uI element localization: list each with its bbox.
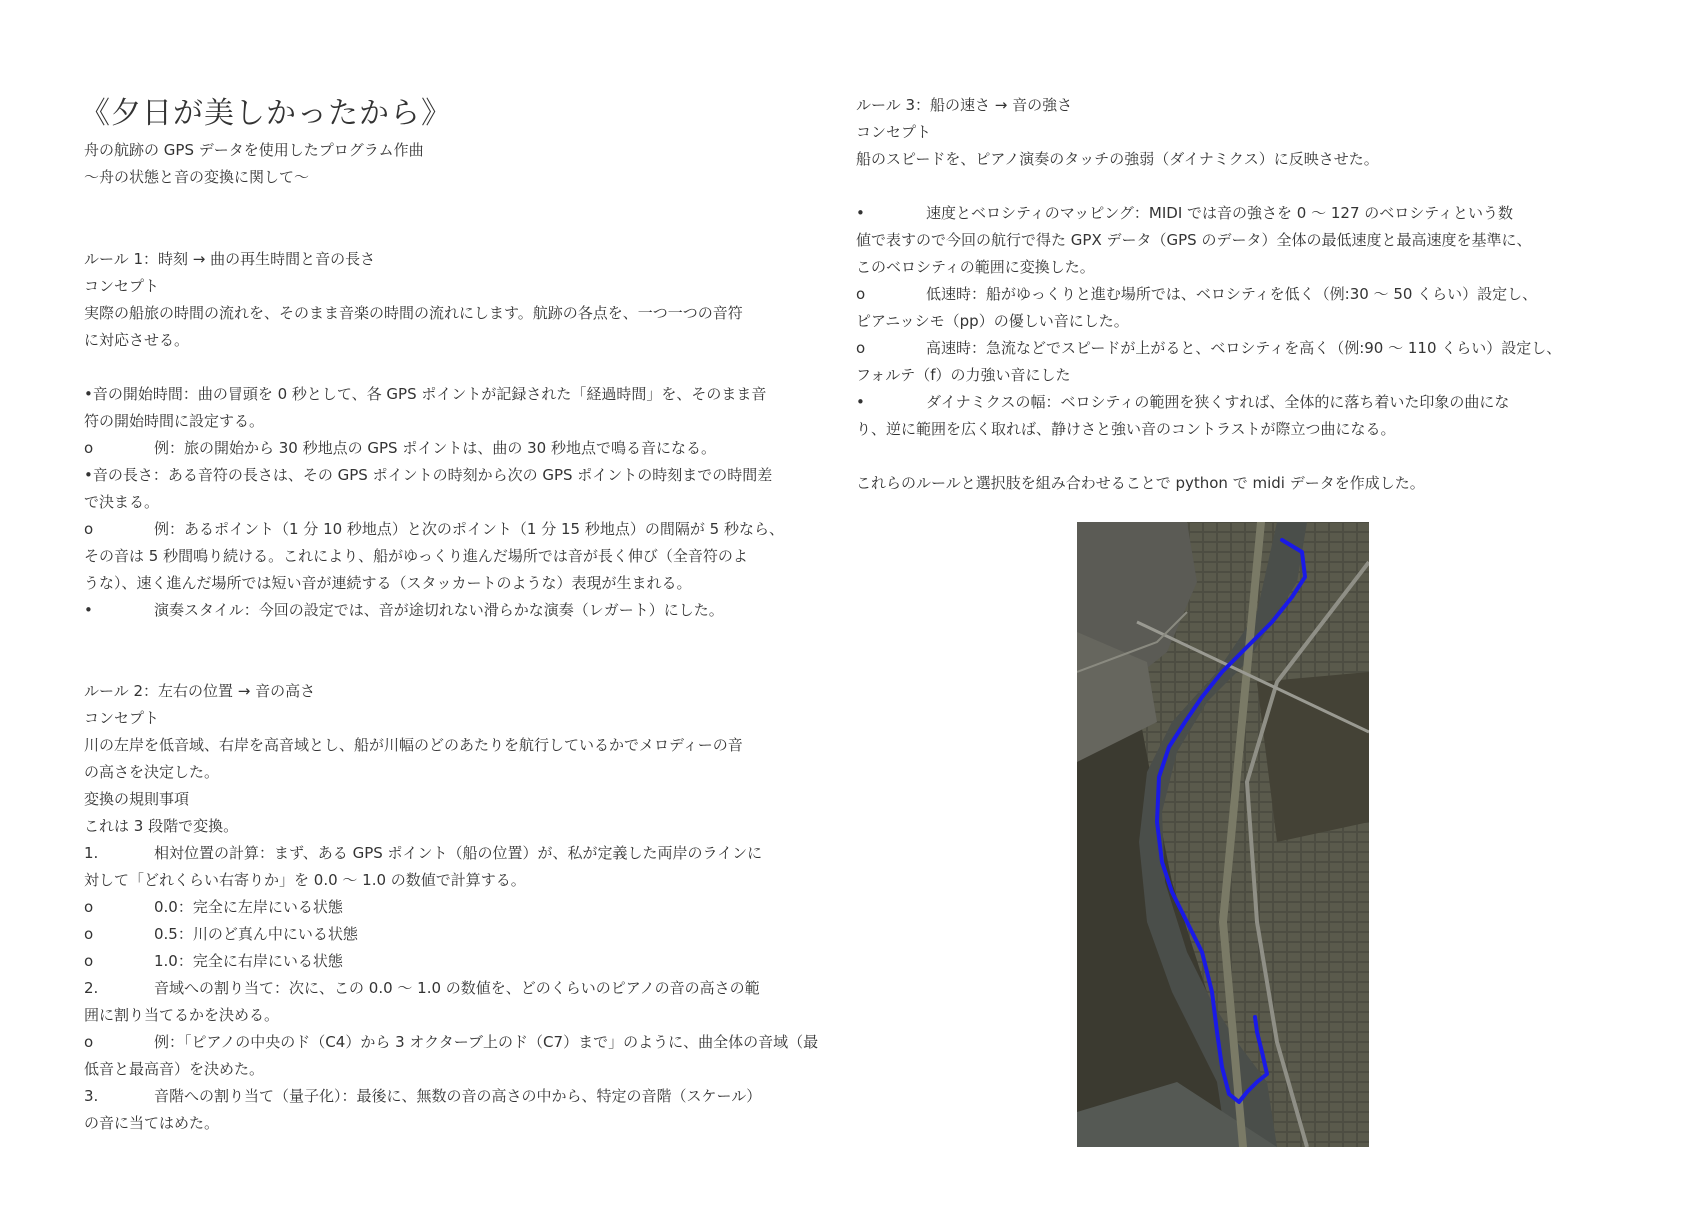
list-marker: 2.: [84, 979, 99, 997]
subtitle: 舟の航跡の GPS データを使用したプログラム作曲: [84, 141, 424, 159]
conclusion: これらのルールと選択肢を組み合わせることで python で midi データを作成した。: [856, 474, 1425, 492]
option-text: 0.5：川のど真ん中にいる状態: [154, 925, 358, 943]
page-title: 《夕日が美しかったから》: [80, 96, 452, 131]
list-marker: 1.: [84, 844, 99, 862]
rule3-heading: ルール 3：船の速さ → 音の強さ: [856, 96, 1073, 114]
rule2-concept-label: コンセプト: [84, 709, 160, 727]
list-marker: o: [84, 439, 94, 457]
rule1-bullet3: [84, 600, 724, 620]
rule2-rules-label: 変換の規則事項: [84, 790, 190, 808]
rule3-bullet2-line2: り、逆に範囲を広く取れば、静けさと強い音のコントラストが際立つ曲になる。: [856, 420, 1396, 438]
list-marker: •: [856, 393, 865, 411]
rule1-concept-line2: に対応させる。: [84, 331, 190, 349]
rule1-concept-label: コンセプト: [84, 277, 160, 295]
rule3-bullet2-line1: [856, 392, 1509, 412]
rule2-step1-line2: 対して「どれくらい右寄りか」を 0.0 〜 1.0 の数値で計算する。: [84, 871, 526, 889]
rule1-bullet2-example-line1: [84, 519, 784, 539]
step-text: 音域への割り当て：次に、この 0.0 〜 1.0 の数値を、どのくらいのピアノの音の高さの範: [154, 979, 760, 997]
list-marker: •: [856, 204, 865, 222]
rule2-step1-option3: [84, 951, 343, 971]
option-text: 高速時：急流などでスピードが上がると、ベロシティを高く（例:90 〜 110 くらい）設定し、: [926, 339, 1562, 357]
map-svg: [1077, 522, 1369, 1147]
rule1-bullet2-example-line2: その音は 5 秒間鳴り続ける。これにより、船がゆっくり進んだ場所では音が長く伸び（全音符のよ: [84, 547, 748, 565]
list-marker: 3.: [84, 1087, 99, 1105]
rule3-bullet1-line2: 値で表すので今回の航行で得た GPX データ（GPS のデータ）全体の最低速度と最高速度を基準に、: [856, 231, 1532, 249]
list-marker: o: [84, 925, 94, 943]
rule1-concept-line1: 実際の船旅の時間の流れを、そのまま音楽の時間の流れにします。航跡の各点を、一つ一つの音符: [84, 304, 743, 322]
subtitle-2: 〜舟の状態と音の変換に関して〜: [84, 168, 310, 186]
rule2-step1-option1: [84, 897, 343, 917]
rule2-step1-line1: [84, 843, 762, 863]
bullet-text: ダイナミクスの幅：ベロシティの範囲を狭くすれば、全体的に落ち着いた印象の曲にな: [926, 393, 1510, 411]
rule2-concept-line1: 川の左岸を低音域、右岸を高音域とし、船が川幅のどのあたりを航行しているかでメロディーの音: [84, 736, 743, 754]
list-marker: o: [84, 898, 94, 916]
step-text: 音階への割り当て（量子化）：最後に、無数の音の高さの中から、特定の音階（スケール）: [154, 1087, 762, 1105]
rule1-bullet2-line1: •音の長さ：ある音符の長さは、その GPS ポイントの時刻から次の GPS ポイントの時刻までの時間差: [84, 466, 773, 484]
rule2-rules-intro: これは 3 段階で変換。: [84, 817, 239, 835]
rule2-step2-example-line1: [84, 1032, 818, 1052]
aerial-map-image: [1077, 522, 1369, 1147]
rule3-option2-line1: [856, 338, 1561, 358]
rule2-step2-line1: [84, 978, 760, 998]
example-text: 例：「ピアノの中央のド（C4）から 3 オクターブ上のド（C7）まで」のように、曲全体の音域（最: [154, 1033, 819, 1051]
rule1-bullet1-line2: 符の開始時間に設定する。: [84, 412, 265, 430]
list-marker: o: [84, 1033, 94, 1051]
list-marker: o: [84, 952, 94, 970]
rule2-step2-example-line2: 低音と最高音）を決めた。: [84, 1060, 265, 1078]
rule1-bullet2-line2: で決まる。: [84, 493, 160, 511]
rule3-concept-label: コンセプト: [856, 123, 932, 141]
bullet-text: 演奏スタイル：今回の設定では、音が途切れない滑らかな演奏（レガート）にした。: [154, 601, 724, 619]
rule1-bullet1-example: [84, 438, 716, 458]
rule2-step1-option2: [84, 924, 358, 944]
rule3-bullet1-line3: このベロシティの範囲に変換した。: [856, 258, 1095, 276]
rule2-step3-line1: [84, 1086, 761, 1106]
rule2-concept-line2: の高さを決定した。: [84, 763, 220, 781]
option-text: 1.0：完全に右岸にいる状態: [154, 952, 343, 970]
option-text: 0.0：完全に左岸にいる状態: [154, 898, 343, 916]
list-marker: o: [84, 520, 94, 538]
rule2-step2-line2: 囲に割り当てるかを決める。: [84, 1006, 280, 1024]
step-text: 相対位置の計算：まず、ある GPS ポイント（船の位置）が、私が定義した両岸のラインに: [154, 844, 763, 862]
rule3-bullet1-line1: [856, 203, 1513, 223]
rule3-option1-line2: ピアニッシモ（pp）の優しい音にした。: [856, 312, 1129, 330]
rule1-bullet2-example-line3: うな）、速く進んだ場所では短い音が連続する（スタッカートのような）表現が生まれる。: [84, 574, 692, 592]
option-text: 低速時：船がゆっくりと進む場所では、ベロシティを低く（例:30 〜 50 くらい）設定し、: [926, 285, 1538, 303]
bullet-text: 速度とベロシティのマッピング：MIDI では音の強さを 0 〜 127 のベロシティという数: [926, 204, 1514, 222]
example-text: 例：旅の開始から 30 秒地点の GPS ポイントは、曲の 30 秒地点で鳴る音になる。: [154, 439, 716, 457]
list-marker: o: [856, 285, 866, 303]
rule3-concept-line1: 船のスピードを、ピアノ演奏のタッチの強弱（ダイナミクス）に反映させた。: [856, 150, 1379, 168]
rule3-option2-line2: フォルテ（f）の力強い音にした: [856, 366, 1071, 384]
rule2-step3-line2: の音に当てはめた。: [84, 1114, 220, 1132]
list-marker: o: [856, 339, 866, 357]
rule2-heading: ルール 2：左右の位置 → 音の高さ: [84, 682, 316, 700]
rule1-bullet1-line1: •音の開始時間：曲の冒頭を 0 秒として、各 GPS ポイントが記録された「経過時間」を、そのまま音: [84, 385, 767, 403]
rule3-option1-line1: [856, 284, 1537, 304]
list-marker: •: [84, 601, 93, 619]
rule1-heading: ルール 1：時刻 → 曲の再生時間と音の長さ: [84, 250, 376, 268]
example-text: 例：あるポイント（1 分 10 秒地点）と次のポイント（1 分 15 秒地点）の間隔が 5 秒なら、: [154, 520, 784, 538]
